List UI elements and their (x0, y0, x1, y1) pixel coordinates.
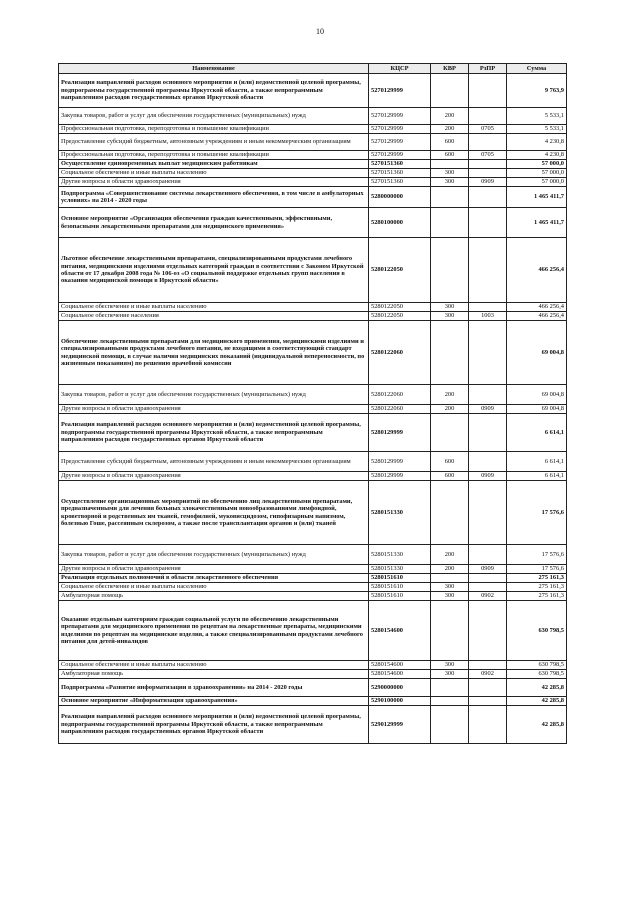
cell-kcsr: 5280122050 (369, 238, 431, 303)
cell-kvr: 300 (431, 583, 469, 592)
table-row (59, 151, 567, 160)
cell-rzpr (469, 160, 507, 169)
cell-rzpr (469, 574, 507, 583)
cell-kcsr: 5280151330 (369, 565, 431, 574)
cell-name: Социальное обеспечение и иные выплаты населению (59, 661, 369, 670)
cell-kcsr: 5270129999 (369, 108, 431, 125)
header-sum: Сумма (507, 64, 567, 74)
cell-name: Предоставление субсидий бюджетным, автономным учреждениям и иным некоммерческим организациям (59, 134, 369, 151)
cell-rzpr: 0909 (469, 472, 507, 481)
header-kvr: КВР (431, 64, 469, 74)
cell-kcsr: 5280122060 (369, 405, 431, 414)
table-row (59, 238, 567, 303)
cell-name: Другие вопросы в области здравоохранения (59, 178, 369, 187)
cell-kvr: 200 (431, 565, 469, 574)
cell-kvr: 300 (431, 661, 469, 670)
cell-sum: 1 465 411,7 (507, 187, 567, 208)
cell-kcsr: 5280154600 (369, 670, 431, 679)
cell-kcsr: 5280154600 (369, 601, 431, 661)
cell-sum: 466 256,4 (507, 312, 567, 321)
header-kcsr: КЦСР (369, 64, 431, 74)
cell-kvr (431, 208, 469, 238)
cell-sum: 1 465 411,7 (507, 208, 567, 238)
cell-name: Льготное обеспечение лекарственными препаратами, специализированными продуктами лечебного питания, медицинскими изделиями отдельных категорий граждан в соответствии с Законом Иркутской области от 17 декабря 2008 года № 106-оз «О социальной поддержке отдельных групп населения в оказании медицинской помощи в Иркутской области» (59, 238, 369, 303)
cell-kvr: 300 (431, 303, 469, 312)
cell-kvr (431, 481, 469, 545)
cell-kvr (431, 706, 469, 744)
cell-rzpr (469, 661, 507, 670)
table-row (59, 414, 567, 452)
cell-kcsr: 5270151360 (369, 169, 431, 178)
cell-rzpr (469, 414, 507, 452)
cell-name: Основное мероприятие «Организация обеспечения граждан качественными, эффективными, безопасными лекарственными препаратами для медицинского применения» (59, 208, 369, 238)
cell-kcsr: 5280129999 (369, 414, 431, 452)
cell-sum: 69 004,8 (507, 405, 567, 414)
cell-rzpr: 0909 (469, 178, 507, 187)
cell-kvr (431, 74, 469, 108)
table-row (59, 574, 567, 583)
page-number: 10 (316, 27, 324, 36)
cell-sum: 466 256,4 (507, 303, 567, 312)
table-row (59, 670, 567, 679)
cell-kvr: 200 (431, 405, 469, 414)
cell-rzpr (469, 706, 507, 744)
cell-kcsr: 5280129999 (369, 452, 431, 472)
table-row (59, 583, 567, 592)
table-row (59, 452, 567, 472)
cell-name: Социальное обеспечение населения (59, 312, 369, 321)
cell-rzpr (469, 452, 507, 472)
cell-name: Профессиональная подготовка, переподготовка и повышение квалификации (59, 125, 369, 134)
cell-name: Обеспечение лекарственными препаратами для медицинского применения, медицинскими изделиями и специализированными продуктами лечебного питания, не входящими в соответствующий стандарт медицинской помощи, в случае наличия медицинских показаний (индивидуальной непереносимости, по жизненным показаниям) по решению врачебной комиссии (59, 321, 369, 385)
cell-name: Закупка товаров, работ и услуг для обеспечения государственных (муниципальных) нужд (59, 108, 369, 125)
cell-rzpr (469, 583, 507, 592)
cell-rzpr (469, 169, 507, 178)
cell-rzpr (469, 74, 507, 108)
table-row (59, 303, 567, 312)
header-rzpr: РзПР (469, 64, 507, 74)
table-row (59, 312, 567, 321)
cell-name: Основное мероприятие «Информатизация здравоохранения» (59, 697, 369, 706)
cell-sum: 6 614,1 (507, 414, 567, 452)
cell-kvr (431, 697, 469, 706)
cell-kvr: 200 (431, 125, 469, 134)
cell-kcsr: 5280100000 (369, 208, 431, 238)
cell-name: Подпрограмма «Развитие информатизации в здравоохранении» на 2014 - 2020 годы (59, 679, 369, 697)
cell-kvr (431, 601, 469, 661)
cell-rzpr: 0909 (469, 565, 507, 574)
cell-sum: 69 004,8 (507, 385, 567, 405)
cell-kcsr: 5280122060 (369, 385, 431, 405)
cell-sum: 5 533,1 (507, 108, 567, 125)
cell-rzpr: 0909 (469, 405, 507, 414)
table-row (59, 679, 567, 697)
table-header-row (59, 64, 567, 74)
cell-kvr: 300 (431, 670, 469, 679)
cell-rzpr: 1003 (469, 312, 507, 321)
cell-name: Подпрограмма «Совершенствование системы лекарственного обеспечения, в том числе в амбулаторных условиях» на 2014 - 2020 годы (59, 187, 369, 208)
cell-sum: 57 000,0 (507, 160, 567, 169)
cell-kcsr: 5280154600 (369, 661, 431, 670)
cell-kvr (431, 187, 469, 208)
cell-sum: 275 161,3 (507, 592, 567, 601)
cell-kcsr: 5280151330 (369, 545, 431, 565)
cell-name: Закупка товаров, работ и услуг для обеспечения государственных (муниципальных) нужд (59, 545, 369, 565)
cell-sum: 4 230,8 (507, 134, 567, 151)
cell-name: Осуществление организационных мероприятий по обеспечению лиц лекарственными препаратами, предназначенными для лечения больных злокачественными новообразованиями лимфоидной, кроветворной и родственных им тканей, гемофилией, муковисцидозом, гипофизарным нанизмом, болезнью Гоше, рассеянным склерозом, а также после трансплантации органов и (или) тканей (59, 481, 369, 545)
cell-kvr: 300 (431, 592, 469, 601)
cell-name: Предоставление субсидий бюджетным, автономным учреждениям и иным некоммерческим организациям (59, 452, 369, 472)
cell-name: Реализация отдельных полномочий в области лекарственного обеспечения (59, 574, 369, 583)
cell-rzpr (469, 321, 507, 385)
cell-name: Осуществление единовременных выплат медицинским работникам (59, 160, 369, 169)
cell-kcsr: 5270129999 (369, 125, 431, 134)
cell-kcsr: 5270151360 (369, 160, 431, 169)
table-row (59, 545, 567, 565)
cell-sum: 42 285,8 (507, 697, 567, 706)
table-row (59, 74, 567, 108)
cell-name: Реализация направлений расходов основного мероприятия и (или) ведомственной целевой программы, подпрограммы государственной программы Иркутской области, а также непрограммным направлениям расходов государственных органов Иркутской области (59, 706, 369, 744)
cell-kvr: 300 (431, 312, 469, 321)
cell-rzpr: 0902 (469, 592, 507, 601)
table-row (59, 134, 567, 151)
cell-name: Амбулаторная помощь (59, 592, 369, 601)
cell-kcsr: 5290100000 (369, 697, 431, 706)
table-row (59, 385, 567, 405)
cell-rzpr (469, 208, 507, 238)
cell-kcsr: 5280151610 (369, 592, 431, 601)
cell-name: Реализация направлений расходов основного мероприятия и (или) ведомственной целевой программы, подпрограммы государственной программы Иркутской области, а также непрограммным направлениям расходов государственных органов Иркутской области (59, 74, 369, 108)
table-row (59, 187, 567, 208)
cell-sum: 5 533,1 (507, 125, 567, 134)
cell-sum: 630 798,5 (507, 601, 567, 661)
cell-sum: 9 763,9 (507, 74, 567, 108)
table-row (59, 405, 567, 414)
header-name: Наименование (59, 64, 369, 74)
cell-sum: 275 161,3 (507, 574, 567, 583)
cell-rzpr (469, 187, 507, 208)
cell-kvr (431, 160, 469, 169)
cell-sum: 6 614,1 (507, 472, 567, 481)
cell-rzpr (469, 385, 507, 405)
table-row (59, 472, 567, 481)
table-row (59, 481, 567, 545)
cell-kcsr: 5280122050 (369, 303, 431, 312)
cell-kcsr: 5290129999 (369, 706, 431, 744)
cell-rzpr (469, 238, 507, 303)
table-row (59, 601, 567, 661)
cell-rzpr (469, 697, 507, 706)
cell-sum: 466 256,4 (507, 238, 567, 303)
table-row (59, 321, 567, 385)
table-row (59, 125, 567, 134)
cell-sum: 6 614,1 (507, 452, 567, 472)
cell-rzpr (469, 108, 507, 125)
cell-kvr: 300 (431, 178, 469, 187)
cell-kcsr: 5280151610 (369, 574, 431, 583)
table-row (59, 661, 567, 670)
cell-name: Амбулаторная помощь (59, 670, 369, 679)
cell-sum: 275 161,3 (507, 583, 567, 592)
cell-name: Другие вопросы в области здравоохранения (59, 565, 369, 574)
cell-name: Профессиональная подготовка, переподготовка и повышение квалификации (59, 151, 369, 160)
cell-name: Закупка товаров, работ и услуг для обеспечения государственных (муниципальных) нужд (59, 385, 369, 405)
cell-sum: 57 000,0 (507, 169, 567, 178)
cell-sum: 17 576,6 (507, 481, 567, 545)
table-row (59, 565, 567, 574)
cell-kvr: 600 (431, 134, 469, 151)
cell-kvr (431, 414, 469, 452)
cell-name: Социальное обеспечение и иные выплаты населению (59, 583, 369, 592)
cell-rzpr (469, 679, 507, 697)
cell-name: Оказание отдельным категориям граждан социальной услуги по обеспечению лекарственными препаратами для медицинского применения по рецептам на лекарственные препараты, медицинскими изделиями по рецептам на медицинские изделия, а также специализированными продуктами лечебного питания для детей-инвалидов (59, 601, 369, 661)
table-row (59, 178, 567, 187)
cell-kvr: 600 (431, 452, 469, 472)
cell-sum: 17 576,6 (507, 565, 567, 574)
cell-kvr (431, 321, 469, 385)
cell-kvr (431, 574, 469, 583)
cell-kvr: 600 (431, 151, 469, 160)
cell-rzpr (469, 481, 507, 545)
cell-rzpr: 0705 (469, 151, 507, 160)
table-row (59, 592, 567, 601)
cell-sum: 42 285,8 (507, 706, 567, 744)
cell-rzpr (469, 303, 507, 312)
table-row (59, 160, 567, 169)
cell-kvr (431, 238, 469, 303)
budget-table (58, 63, 567, 744)
cell-name: Социальное обеспечение и иные выплаты населению (59, 169, 369, 178)
cell-name: Социальное обеспечение и иные выплаты населению (59, 303, 369, 312)
cell-kvr: 200 (431, 108, 469, 125)
table-row (59, 169, 567, 178)
cell-kvr (431, 679, 469, 697)
cell-sum: 57 000,0 (507, 178, 567, 187)
cell-kcsr: 5290000000 (369, 679, 431, 697)
table-body (59, 74, 567, 744)
cell-rzpr (469, 545, 507, 565)
cell-kcsr: 5280122050 (369, 312, 431, 321)
cell-sum: 17 576,6 (507, 545, 567, 565)
cell-rzpr: 0705 (469, 125, 507, 134)
cell-kcsr: 5280151610 (369, 583, 431, 592)
cell-kcsr: 5270129999 (369, 134, 431, 151)
table-row (59, 706, 567, 744)
cell-kcsr: 5280122060 (369, 321, 431, 385)
cell-kcsr: 5280151330 (369, 481, 431, 545)
table-row (59, 697, 567, 706)
cell-sum: 42 285,8 (507, 679, 567, 697)
cell-sum: 630 798,5 (507, 661, 567, 670)
cell-kcsr: 5270151360 (369, 178, 431, 187)
cell-sum: 69 004,8 (507, 321, 567, 385)
table-row (59, 108, 567, 125)
cell-kcsr: 5280000000 (369, 187, 431, 208)
cell-name: Другие вопросы в области здравоохранения (59, 472, 369, 481)
cell-kcsr: 5280129999 (369, 472, 431, 481)
cell-name: Другие вопросы в области здравоохранения (59, 405, 369, 414)
cell-kvr: 200 (431, 545, 469, 565)
cell-kvr: 200 (431, 385, 469, 405)
cell-kvr: 300 (431, 169, 469, 178)
cell-sum: 4 230,8 (507, 151, 567, 160)
cell-kcsr: 5270129999 (369, 74, 431, 108)
cell-name: Реализация направлений расходов основного мероприятия и (или) ведомственной целевой программы, подпрограммы государственной программы Иркутской области, а также непрограммным направлениям расходов государственных органов Иркутской области (59, 414, 369, 452)
cell-kvr: 600 (431, 472, 469, 481)
cell-rzpr: 0902 (469, 670, 507, 679)
cell-sum: 630 798,5 (507, 670, 567, 679)
table-row (59, 208, 567, 238)
cell-kcsr: 5270129999 (369, 151, 431, 160)
cell-rzpr (469, 134, 507, 151)
cell-rzpr (469, 601, 507, 661)
